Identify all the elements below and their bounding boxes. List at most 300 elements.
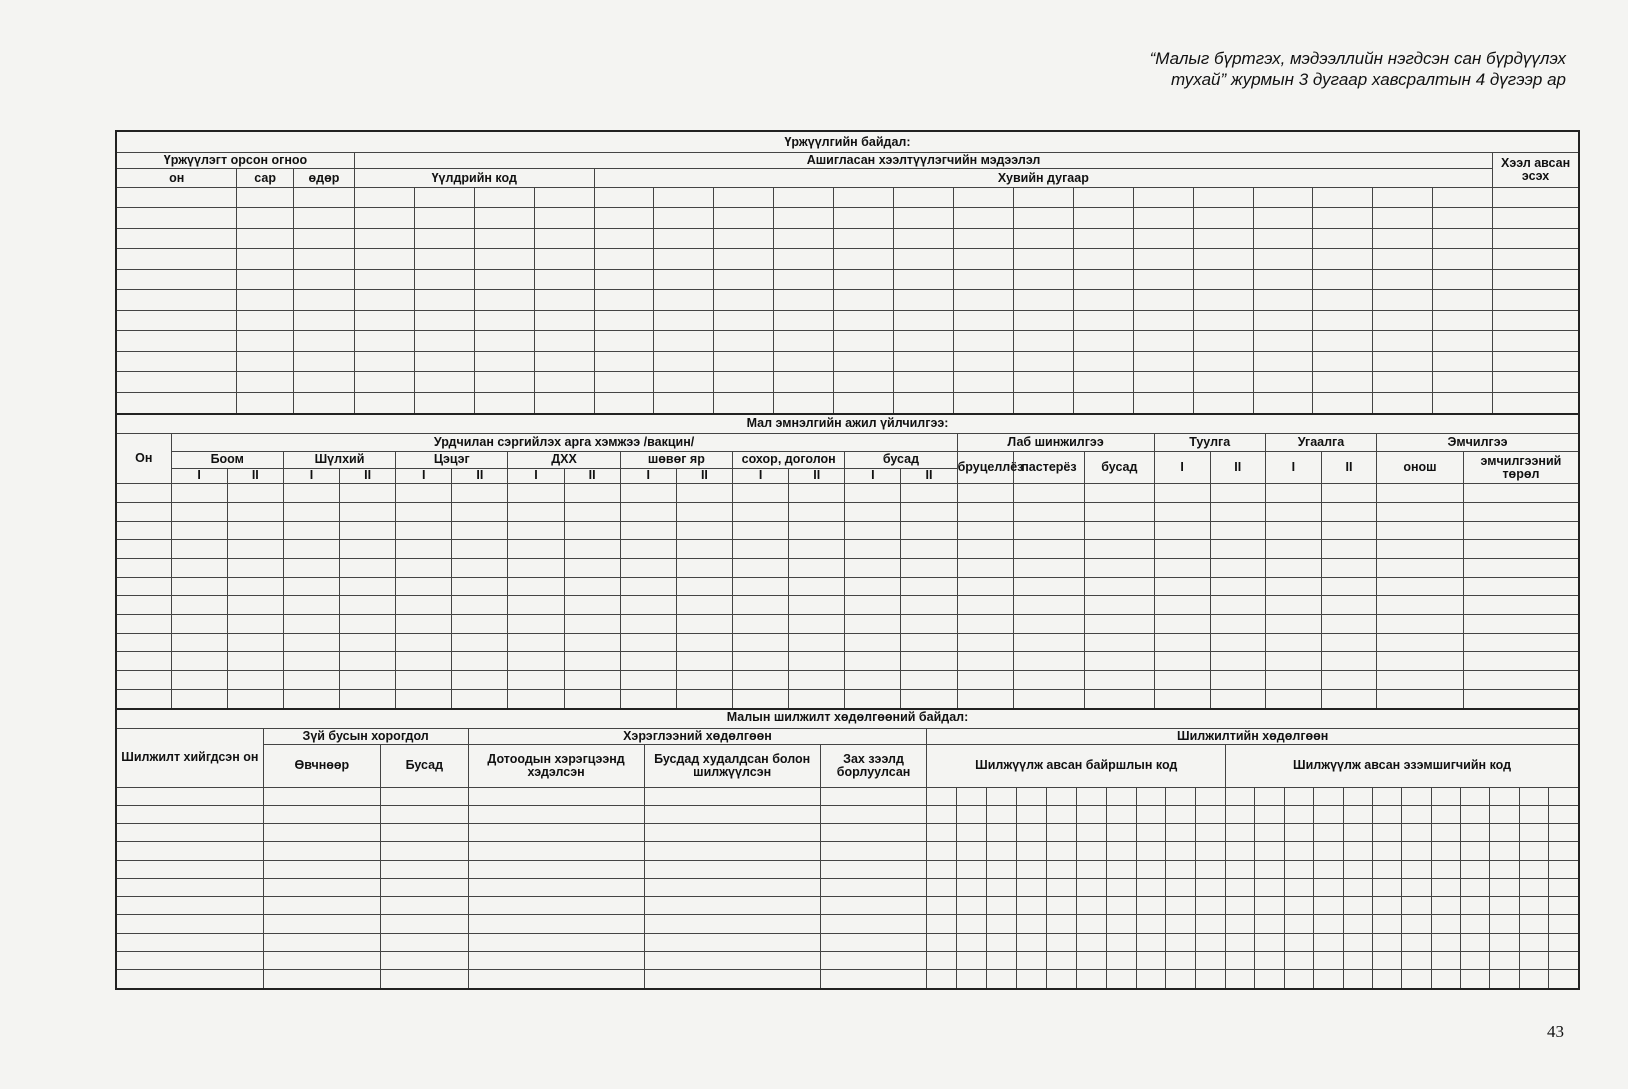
blank-cell[interactable] xyxy=(117,671,171,690)
blank-cell[interactable] xyxy=(117,521,171,540)
blank-cell[interactable] xyxy=(452,596,508,615)
blank-cell[interactable] xyxy=(1017,951,1047,969)
blank-cell[interactable] xyxy=(468,915,644,933)
blank-cell[interactable] xyxy=(845,540,901,559)
blank-cell[interactable] xyxy=(1431,897,1460,915)
blank-cell[interactable] xyxy=(1548,951,1578,969)
blank-cell[interactable] xyxy=(834,372,894,393)
blank-cell[interactable] xyxy=(414,310,474,331)
blank-cell[interactable] xyxy=(227,596,283,615)
blank-cell[interactable] xyxy=(414,290,474,311)
blank-cell[interactable] xyxy=(714,187,774,208)
blank-cell[interactable] xyxy=(1166,860,1196,878)
blank-cell[interactable] xyxy=(1073,187,1133,208)
blank-cell[interactable] xyxy=(1463,540,1578,559)
blank-cell[interactable] xyxy=(676,614,732,633)
blank-cell[interactable] xyxy=(820,878,927,896)
blank-cell[interactable] xyxy=(452,577,508,596)
blank-cell[interactable] xyxy=(1255,915,1284,933)
blank-cell[interactable] xyxy=(1085,502,1154,521)
blank-cell[interactable] xyxy=(414,187,474,208)
blank-cell[interactable] xyxy=(117,614,171,633)
blank-cell[interactable] xyxy=(676,521,732,540)
blank-cell[interactable] xyxy=(1377,652,1464,671)
blank-cell[interactable] xyxy=(283,558,339,577)
blank-cell[interactable] xyxy=(1460,933,1489,951)
blank-cell[interactable] xyxy=(1017,787,1047,805)
blank-cell[interactable] xyxy=(845,502,901,521)
blank-cell[interactable] xyxy=(117,596,171,615)
blank-cell[interactable] xyxy=(954,290,1014,311)
blank-cell[interactable] xyxy=(381,787,469,805)
blank-cell[interactable] xyxy=(263,915,380,933)
blank-cell[interactable] xyxy=(774,290,834,311)
blank-cell[interactable] xyxy=(1321,502,1376,521)
blank-cell[interactable] xyxy=(1046,842,1076,860)
blank-cell[interactable] xyxy=(1255,860,1284,878)
blank-cell[interactable] xyxy=(987,915,1017,933)
blank-cell[interactable] xyxy=(1076,970,1106,988)
blank-cell[interactable] xyxy=(1166,787,1196,805)
blank-cell[interactable] xyxy=(1013,249,1073,270)
blank-cell[interactable] xyxy=(283,652,339,671)
blank-cell[interactable] xyxy=(1193,310,1253,331)
blank-cell[interactable] xyxy=(1377,689,1464,708)
blank-cell[interactable] xyxy=(1373,372,1433,393)
blank-cell[interactable] xyxy=(1433,249,1493,270)
blank-cell[interactable] xyxy=(1017,860,1047,878)
blank-cell[interactable] xyxy=(1193,331,1253,352)
blank-cell[interactable] xyxy=(1313,228,1373,249)
blank-cell[interactable] xyxy=(644,860,820,878)
blank-cell[interactable] xyxy=(1284,951,1313,969)
blank-cell[interactable] xyxy=(1013,521,1084,540)
blank-cell[interactable] xyxy=(1284,842,1313,860)
blank-cell[interactable] xyxy=(927,897,957,915)
blank-cell[interactable] xyxy=(733,633,789,652)
blank-cell[interactable] xyxy=(1193,228,1253,249)
blank-cell[interactable] xyxy=(283,633,339,652)
blank-cell[interactable] xyxy=(594,310,654,331)
blank-cell[interactable] xyxy=(654,351,714,372)
blank-cell[interactable] xyxy=(1321,652,1376,671)
blank-cell[interactable] xyxy=(117,805,263,823)
blank-cell[interactable] xyxy=(534,290,594,311)
blank-cell[interactable] xyxy=(789,558,845,577)
blank-cell[interactable] xyxy=(644,824,820,842)
blank-cell[interactable] xyxy=(987,970,1017,988)
blank-cell[interactable] xyxy=(654,392,714,413)
blank-cell[interactable] xyxy=(1017,897,1047,915)
blank-cell[interactable] xyxy=(117,351,237,372)
blank-cell[interactable] xyxy=(1284,897,1313,915)
blank-cell[interactable] xyxy=(564,577,620,596)
blank-cell[interactable] xyxy=(987,878,1017,896)
blank-cell[interactable] xyxy=(1431,842,1460,860)
blank-cell[interactable] xyxy=(1013,228,1073,249)
blank-cell[interactable] xyxy=(1433,331,1493,352)
blank-cell[interactable] xyxy=(1013,372,1073,393)
blank-cell[interactable] xyxy=(957,787,987,805)
blank-cell[interactable] xyxy=(1493,249,1578,270)
blank-cell[interactable] xyxy=(1377,614,1464,633)
blank-cell[interactable] xyxy=(1265,652,1321,671)
blank-cell[interactable] xyxy=(396,689,452,708)
blank-cell[interactable] xyxy=(396,521,452,540)
blank-cell[interactable] xyxy=(676,577,732,596)
blank-cell[interactable] xyxy=(1431,787,1460,805)
blank-cell[interactable] xyxy=(1402,878,1431,896)
blank-cell[interactable] xyxy=(1046,787,1076,805)
blank-cell[interactable] xyxy=(957,577,1013,596)
blank-cell[interactable] xyxy=(293,249,354,270)
blank-cell[interactable] xyxy=(1085,633,1154,652)
blank-cell[interactable] xyxy=(1255,878,1284,896)
blank-cell[interactable] xyxy=(1226,878,1255,896)
blank-cell[interactable] xyxy=(1402,787,1431,805)
blank-cell[interactable] xyxy=(1313,290,1373,311)
blank-cell[interactable] xyxy=(1073,208,1133,229)
blank-cell[interactable] xyxy=(1433,187,1493,208)
blank-cell[interactable] xyxy=(1196,933,1226,951)
blank-cell[interactable] xyxy=(117,933,263,951)
blank-cell[interactable] xyxy=(901,540,957,559)
blank-cell[interactable] xyxy=(1548,915,1578,933)
blank-cell[interactable] xyxy=(534,392,594,413)
blank-cell[interactable] xyxy=(845,484,901,503)
blank-cell[interactable] xyxy=(381,951,469,969)
blank-cell[interactable] xyxy=(263,842,380,860)
blank-cell[interactable] xyxy=(1166,970,1196,988)
blank-cell[interactable] xyxy=(1226,805,1255,823)
blank-cell[interactable] xyxy=(1073,249,1133,270)
blank-cell[interactable] xyxy=(1255,805,1284,823)
blank-cell[interactable] xyxy=(117,540,171,559)
blank-cell[interactable] xyxy=(1073,392,1133,413)
blank-cell[interactable] xyxy=(957,915,987,933)
blank-cell[interactable] xyxy=(117,787,263,805)
blank-cell[interactable] xyxy=(1519,897,1548,915)
blank-cell[interactable] xyxy=(1226,933,1255,951)
blank-cell[interactable] xyxy=(957,484,1013,503)
blank-cell[interactable] xyxy=(1548,842,1578,860)
blank-cell[interactable] xyxy=(1210,502,1265,521)
blank-cell[interactable] xyxy=(1314,970,1343,988)
blank-cell[interactable] xyxy=(340,558,396,577)
blank-cell[interactable] xyxy=(1460,805,1489,823)
blank-cell[interactable] xyxy=(1321,540,1376,559)
blank-cell[interactable] xyxy=(1154,652,1210,671)
blank-cell[interactable] xyxy=(354,269,414,290)
blank-cell[interactable] xyxy=(1017,842,1047,860)
blank-cell[interactable] xyxy=(1343,860,1372,878)
blank-cell[interactable] xyxy=(834,392,894,413)
blank-cell[interactable] xyxy=(1431,805,1460,823)
blank-cell[interactable] xyxy=(414,351,474,372)
blank-cell[interactable] xyxy=(927,915,957,933)
blank-cell[interactable] xyxy=(396,577,452,596)
blank-cell[interactable] xyxy=(1493,372,1578,393)
blank-cell[interactable] xyxy=(1460,824,1489,842)
blank-cell[interactable] xyxy=(1154,671,1210,690)
blank-cell[interactable] xyxy=(644,933,820,951)
blank-cell[interactable] xyxy=(1013,208,1073,229)
blank-cell[interactable] xyxy=(1154,614,1210,633)
blank-cell[interactable] xyxy=(117,310,237,331)
blank-cell[interactable] xyxy=(820,824,927,842)
blank-cell[interactable] xyxy=(1519,787,1548,805)
blank-cell[interactable] xyxy=(1226,970,1255,988)
blank-cell[interactable] xyxy=(474,290,534,311)
blank-cell[interactable] xyxy=(1314,933,1343,951)
blank-cell[interactable] xyxy=(1548,824,1578,842)
blank-cell[interactable] xyxy=(620,596,676,615)
blank-cell[interactable] xyxy=(1343,805,1372,823)
blank-cell[interactable] xyxy=(227,689,283,708)
blank-cell[interactable] xyxy=(901,633,957,652)
blank-cell[interactable] xyxy=(283,484,339,503)
blank-cell[interactable] xyxy=(957,878,987,896)
blank-cell[interactable] xyxy=(117,558,171,577)
blank-cell[interactable] xyxy=(1463,502,1578,521)
blank-cell[interactable] xyxy=(1133,187,1193,208)
blank-cell[interactable] xyxy=(1433,208,1493,229)
blank-cell[interactable] xyxy=(1460,787,1489,805)
blank-cell[interactable] xyxy=(171,540,227,559)
blank-cell[interactable] xyxy=(1377,540,1464,559)
blank-cell[interactable] xyxy=(452,633,508,652)
blank-cell[interactable] xyxy=(414,331,474,352)
blank-cell[interactable] xyxy=(354,228,414,249)
blank-cell[interactable] xyxy=(733,652,789,671)
blank-cell[interactable] xyxy=(644,805,820,823)
blank-cell[interactable] xyxy=(1373,331,1433,352)
blank-cell[interactable] xyxy=(789,652,845,671)
blank-cell[interactable] xyxy=(1313,310,1373,331)
blank-cell[interactable] xyxy=(927,824,957,842)
blank-cell[interactable] xyxy=(564,502,620,521)
blank-cell[interactable] xyxy=(987,860,1017,878)
blank-cell[interactable] xyxy=(957,842,987,860)
blank-cell[interactable] xyxy=(1154,484,1210,503)
blank-cell[interactable] xyxy=(957,558,1013,577)
blank-cell[interactable] xyxy=(171,596,227,615)
blank-cell[interactable] xyxy=(1013,269,1073,290)
blank-cell[interactable] xyxy=(1196,805,1226,823)
blank-cell[interactable] xyxy=(1519,933,1548,951)
blank-cell[interactable] xyxy=(957,897,987,915)
blank-cell[interactable] xyxy=(845,689,901,708)
blank-cell[interactable] xyxy=(1377,558,1464,577)
blank-cell[interactable] xyxy=(1463,521,1578,540)
blank-cell[interactable] xyxy=(820,915,927,933)
blank-cell[interactable] xyxy=(1372,842,1401,860)
blank-cell[interactable] xyxy=(644,915,820,933)
blank-cell[interactable] xyxy=(620,502,676,521)
blank-cell[interactable] xyxy=(789,596,845,615)
blank-cell[interactable] xyxy=(594,331,654,352)
blank-cell[interactable] xyxy=(1490,860,1519,878)
blank-cell[interactable] xyxy=(396,614,452,633)
blank-cell[interactable] xyxy=(594,228,654,249)
blank-cell[interactable] xyxy=(227,652,283,671)
blank-cell[interactable] xyxy=(117,208,237,229)
blank-cell[interactable] xyxy=(1463,558,1578,577)
blank-cell[interactable] xyxy=(733,689,789,708)
blank-cell[interactable] xyxy=(1284,915,1313,933)
blank-cell[interactable] xyxy=(117,915,263,933)
blank-cell[interactable] xyxy=(171,614,227,633)
blank-cell[interactable] xyxy=(901,614,957,633)
blank-cell[interactable] xyxy=(1314,915,1343,933)
blank-cell[interactable] xyxy=(414,228,474,249)
blank-cell[interactable] xyxy=(901,577,957,596)
blank-cell[interactable] xyxy=(1265,633,1321,652)
blank-cell[interactable] xyxy=(894,208,954,229)
blank-cell[interactable] xyxy=(894,187,954,208)
blank-cell[interactable] xyxy=(1402,842,1431,860)
blank-cell[interactable] xyxy=(468,787,644,805)
blank-cell[interactable] xyxy=(733,596,789,615)
blank-cell[interactable] xyxy=(820,805,927,823)
blank-cell[interactable] xyxy=(396,633,452,652)
blank-cell[interactable] xyxy=(1085,652,1154,671)
blank-cell[interactable] xyxy=(789,689,845,708)
blank-cell[interactable] xyxy=(1013,558,1084,577)
blank-cell[interactable] xyxy=(396,652,452,671)
blank-cell[interactable] xyxy=(845,558,901,577)
blank-cell[interactable] xyxy=(508,540,564,559)
blank-cell[interactable] xyxy=(927,787,957,805)
blank-cell[interactable] xyxy=(733,577,789,596)
blank-cell[interactable] xyxy=(594,392,654,413)
blank-cell[interactable] xyxy=(117,577,171,596)
blank-cell[interactable] xyxy=(508,484,564,503)
blank-cell[interactable] xyxy=(1490,787,1519,805)
blank-cell[interactable] xyxy=(340,577,396,596)
blank-cell[interactable] xyxy=(1073,310,1133,331)
blank-cell[interactable] xyxy=(1073,290,1133,311)
blank-cell[interactable] xyxy=(1017,824,1047,842)
blank-cell[interactable] xyxy=(283,596,339,615)
blank-cell[interactable] xyxy=(534,249,594,270)
blank-cell[interactable] xyxy=(1046,860,1076,878)
blank-cell[interactable] xyxy=(534,187,594,208)
blank-cell[interactable] xyxy=(927,805,957,823)
blank-cell[interactable] xyxy=(1431,824,1460,842)
blank-cell[interactable] xyxy=(1314,824,1343,842)
blank-cell[interactable] xyxy=(1313,187,1373,208)
blank-cell[interactable] xyxy=(1253,208,1313,229)
blank-cell[interactable] xyxy=(534,208,594,229)
blank-cell[interactable] xyxy=(957,805,987,823)
blank-cell[interactable] xyxy=(452,484,508,503)
blank-cell[interactable] xyxy=(340,689,396,708)
blank-cell[interactable] xyxy=(894,310,954,331)
blank-cell[interactable] xyxy=(1490,970,1519,988)
blank-cell[interactable] xyxy=(1265,614,1321,633)
blank-cell[interactable] xyxy=(237,351,294,372)
blank-cell[interactable] xyxy=(1284,933,1313,951)
blank-cell[interactable] xyxy=(789,577,845,596)
blank-cell[interactable] xyxy=(293,187,354,208)
blank-cell[interactable] xyxy=(1013,331,1073,352)
blank-cell[interactable] xyxy=(1321,558,1376,577)
blank-cell[interactable] xyxy=(1343,951,1372,969)
blank-cell[interactable] xyxy=(1136,878,1166,896)
blank-cell[interactable] xyxy=(237,331,294,352)
blank-cell[interactable] xyxy=(396,502,452,521)
blank-cell[interactable] xyxy=(1076,842,1106,860)
blank-cell[interactable] xyxy=(774,310,834,331)
blank-cell[interactable] xyxy=(654,228,714,249)
blank-cell[interactable] xyxy=(1519,860,1548,878)
blank-cell[interactable] xyxy=(263,897,380,915)
blank-cell[interactable] xyxy=(1314,860,1343,878)
blank-cell[interactable] xyxy=(171,484,227,503)
blank-cell[interactable] xyxy=(1373,392,1433,413)
blank-cell[interactable] xyxy=(1372,951,1401,969)
blank-cell[interactable] xyxy=(954,228,1014,249)
blank-cell[interactable] xyxy=(733,558,789,577)
blank-cell[interactable] xyxy=(957,824,987,842)
blank-cell[interactable] xyxy=(1284,805,1313,823)
blank-cell[interactable] xyxy=(283,502,339,521)
blank-cell[interactable] xyxy=(714,249,774,270)
blank-cell[interactable] xyxy=(1402,951,1431,969)
blank-cell[interactable] xyxy=(957,521,1013,540)
blank-cell[interactable] xyxy=(1076,915,1106,933)
blank-cell[interactable] xyxy=(644,878,820,896)
blank-cell[interactable] xyxy=(1196,787,1226,805)
blank-cell[interactable] xyxy=(1265,671,1321,690)
blank-cell[interactable] xyxy=(774,372,834,393)
blank-cell[interactable] xyxy=(227,633,283,652)
blank-cell[interactable] xyxy=(1372,787,1401,805)
blank-cell[interactable] xyxy=(508,633,564,652)
blank-cell[interactable] xyxy=(1013,671,1084,690)
blank-cell[interactable] xyxy=(1373,310,1433,331)
blank-cell[interactable] xyxy=(1519,824,1548,842)
blank-cell[interactable] xyxy=(714,351,774,372)
blank-cell[interactable] xyxy=(620,484,676,503)
blank-cell[interactable] xyxy=(1154,633,1210,652)
blank-cell[interactable] xyxy=(1085,614,1154,633)
blank-cell[interactable] xyxy=(676,558,732,577)
blank-cell[interactable] xyxy=(927,860,957,878)
blank-cell[interactable] xyxy=(1166,842,1196,860)
blank-cell[interactable] xyxy=(845,614,901,633)
blank-cell[interactable] xyxy=(1166,951,1196,969)
blank-cell[interactable] xyxy=(1493,269,1578,290)
blank-cell[interactable] xyxy=(354,372,414,393)
blank-cell[interactable] xyxy=(237,290,294,311)
blank-cell[interactable] xyxy=(654,269,714,290)
blank-cell[interactable] xyxy=(1133,351,1193,372)
blank-cell[interactable] xyxy=(117,228,237,249)
blank-cell[interactable] xyxy=(117,951,263,969)
blank-cell[interactable] xyxy=(1046,878,1076,896)
blank-cell[interactable] xyxy=(774,249,834,270)
blank-cell[interactable] xyxy=(1166,897,1196,915)
blank-cell[interactable] xyxy=(845,577,901,596)
blank-cell[interactable] xyxy=(1133,310,1193,331)
blank-cell[interactable] xyxy=(654,372,714,393)
blank-cell[interactable] xyxy=(474,228,534,249)
blank-cell[interactable] xyxy=(676,484,732,503)
blank-cell[interactable] xyxy=(957,633,1013,652)
blank-cell[interactable] xyxy=(733,484,789,503)
